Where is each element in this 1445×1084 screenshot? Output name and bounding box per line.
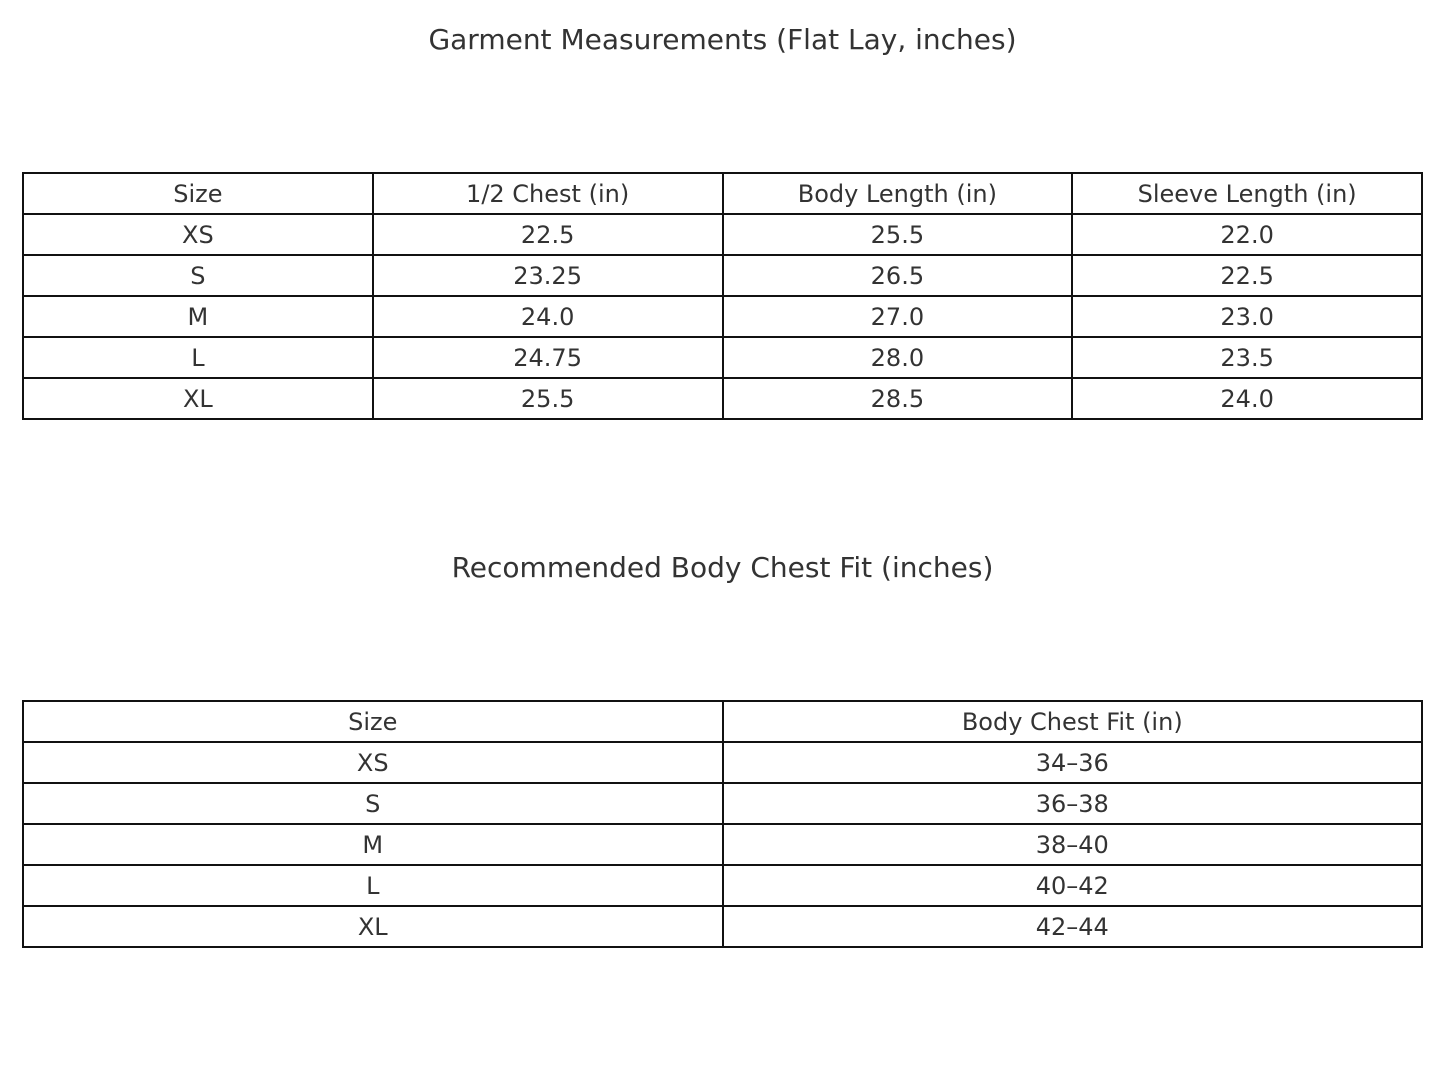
cell-half-chest: 22.5: [373, 214, 723, 255]
cell-body-chest-fit: 42–44: [723, 906, 1423, 947]
cell-size: XS: [23, 214, 373, 255]
body-chest-fit-table: [22, 700, 1423, 948]
cell-half-chest: 24.75: [373, 337, 723, 378]
table-header-row: [23, 173, 1422, 214]
cell-sleeve-length: 22.5: [1072, 255, 1422, 296]
column-header-body-length: Body Length (in): [723, 173, 1073, 214]
cell-size: L: [23, 337, 373, 378]
table-row: [23, 742, 1422, 783]
table-row: [23, 824, 1422, 865]
cell-size: XS: [23, 742, 723, 783]
cell-size: XL: [23, 378, 373, 419]
cell-body-length: 27.0: [723, 296, 1073, 337]
cell-size: S: [23, 783, 723, 824]
cell-body-length: 28.0: [723, 337, 1073, 378]
garment-table-title: Garment Measurements (Flat Lay, inches): [428, 23, 1017, 56]
column-header-half-chest: 1/2 Chest (in): [373, 173, 723, 214]
cell-body-chest-fit: 40–42: [723, 865, 1423, 906]
cell-sleeve-length: 24.0: [1072, 378, 1422, 419]
cell-sleeve-length: 23.5: [1072, 337, 1422, 378]
table-row: [23, 296, 1422, 337]
cell-half-chest: 24.0: [373, 296, 723, 337]
cell-sleeve-length: 22.0: [1072, 214, 1422, 255]
cell-body-chest-fit: 34–36: [723, 742, 1423, 783]
table-header-row: [23, 701, 1422, 742]
fit-table-title: Recommended Body Chest Fit (inches): [451, 551, 994, 584]
cell-size: M: [23, 296, 373, 337]
table-row: [23, 255, 1422, 296]
cell-size: S: [23, 255, 373, 296]
table-row: [23, 378, 1422, 419]
cell-half-chest: 23.25: [373, 255, 723, 296]
cell-body-chest-fit: 36–38: [723, 783, 1423, 824]
cell-sleeve-length: 23.0: [1072, 296, 1422, 337]
cell-size: L: [23, 865, 723, 906]
table-row: [23, 906, 1422, 947]
cell-body-length: 26.5: [723, 255, 1073, 296]
cell-size: M: [23, 824, 723, 865]
cell-half-chest: 25.5: [373, 378, 723, 419]
column-header-size: Size: [23, 173, 373, 214]
column-header-body-chest-fit: Body Chest Fit (in): [723, 701, 1423, 742]
garment-measurements-table: [22, 172, 1423, 420]
cell-body-chest-fit: 38–40: [723, 824, 1423, 865]
table-row: [23, 337, 1422, 378]
column-header-size: Size: [23, 701, 723, 742]
cell-size: XL: [23, 906, 723, 947]
table-row: [23, 783, 1422, 824]
cell-body-length: 25.5: [723, 214, 1073, 255]
column-header-sleeve-length: Sleeve Length (in): [1072, 173, 1422, 214]
table-row: [23, 214, 1422, 255]
cell-body-length: 28.5: [723, 378, 1073, 419]
table-row: [23, 865, 1422, 906]
